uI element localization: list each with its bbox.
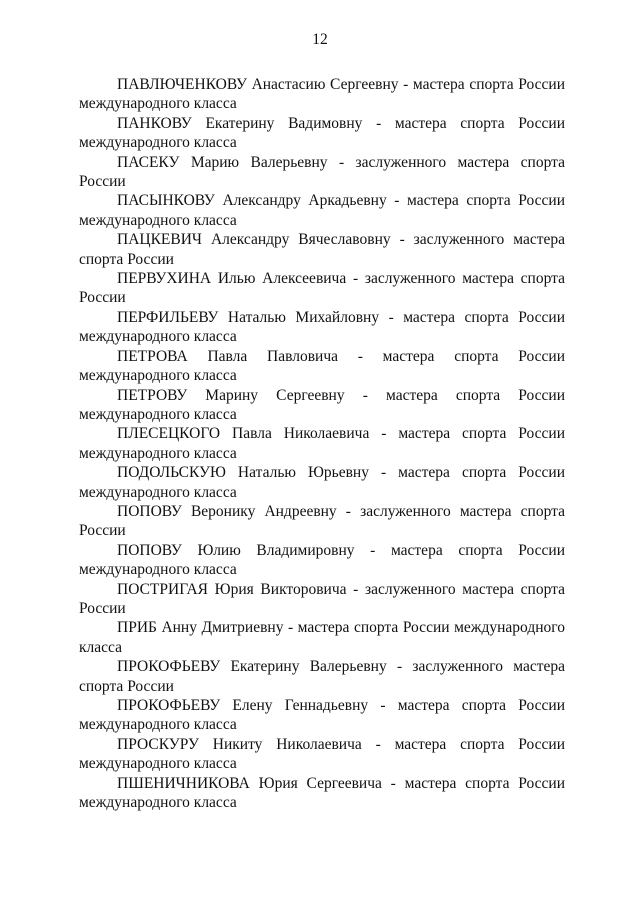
list-item: ПРОКОФЬЕВУ Елену Геннадьевну - мастера спорта России международного класса	[79, 697, 565, 734]
list-item: ПРОСКУРУ Никиту Николаевича - мастера спорта России международного класса	[79, 735, 565, 773]
list-item: ПАСЫНКОВУ Александру Аркадьевну - мастера спорта России международного класса	[79, 192, 565, 229]
list-item: ПОПОВУ Веронику Андреевну - заслуженного мастера спорта России	[79, 502, 565, 540]
list-item: ПОДОЛЬСКУЮ Наталью Юрьевну - мастера спорта России международного класса	[79, 464, 565, 501]
list-item: ПЕТРОВУ Марину Сергеевну - мастера спорта России международного класса	[79, 386, 565, 423]
award-list	[79, 75, 565, 812]
list-item: ПРОКОФЬЕВУ Екатерину Валерьевну - заслуженного мастера спорта России	[79, 658, 565, 695]
list-item: ПОСТРИГАЯ Юрия Викторовича - заслуженного мастера спорта России	[79, 580, 565, 617]
list-item: ПРИБ Анну Дмитриевну - мастера спорта России международного класса	[79, 619, 565, 656]
list-item: ПОПОВУ Юлию Владимировну - мастера спорта России международного класса	[79, 541, 565, 579]
list-item: ПЕТРОВА Павла Павловича - мастера спорта России международного класса	[79, 347, 565, 385]
list-item: ПЛЕСЕЦКОГО Павла Николаевича - мастера спорта России международного класса	[79, 425, 565, 462]
list-item: ПШЕНИЧНИКОВА Юрия Сергеевича - мастера спорта России международного класса	[79, 774, 565, 812]
list-item: ПЕРВУХИНА Илью Алексеевича - заслуженного мастера спорта России	[79, 270, 565, 307]
list-item: ПАНКОВУ Екатерину Вадимовну - мастера спорта России международного класса	[79, 114, 565, 152]
list-item: ПАВЛЮЧЕНКОВУ Анастасию Сергеевну - мастера спорта России международного класса	[79, 76, 565, 113]
page-number: 12	[312, 31, 328, 48]
list-item: ПЕРФИЛЬЕВУ Наталью Михайловну - мастера спорта России международного класса	[79, 308, 565, 346]
list-item: ПАЦКЕВИЧ Александру Вячеславовну - заслуженного мастера спорта России	[79, 231, 565, 268]
list-item: ПАСЕКУ Марию Валерьевну - заслуженного мастера спорта России	[79, 153, 565, 191]
